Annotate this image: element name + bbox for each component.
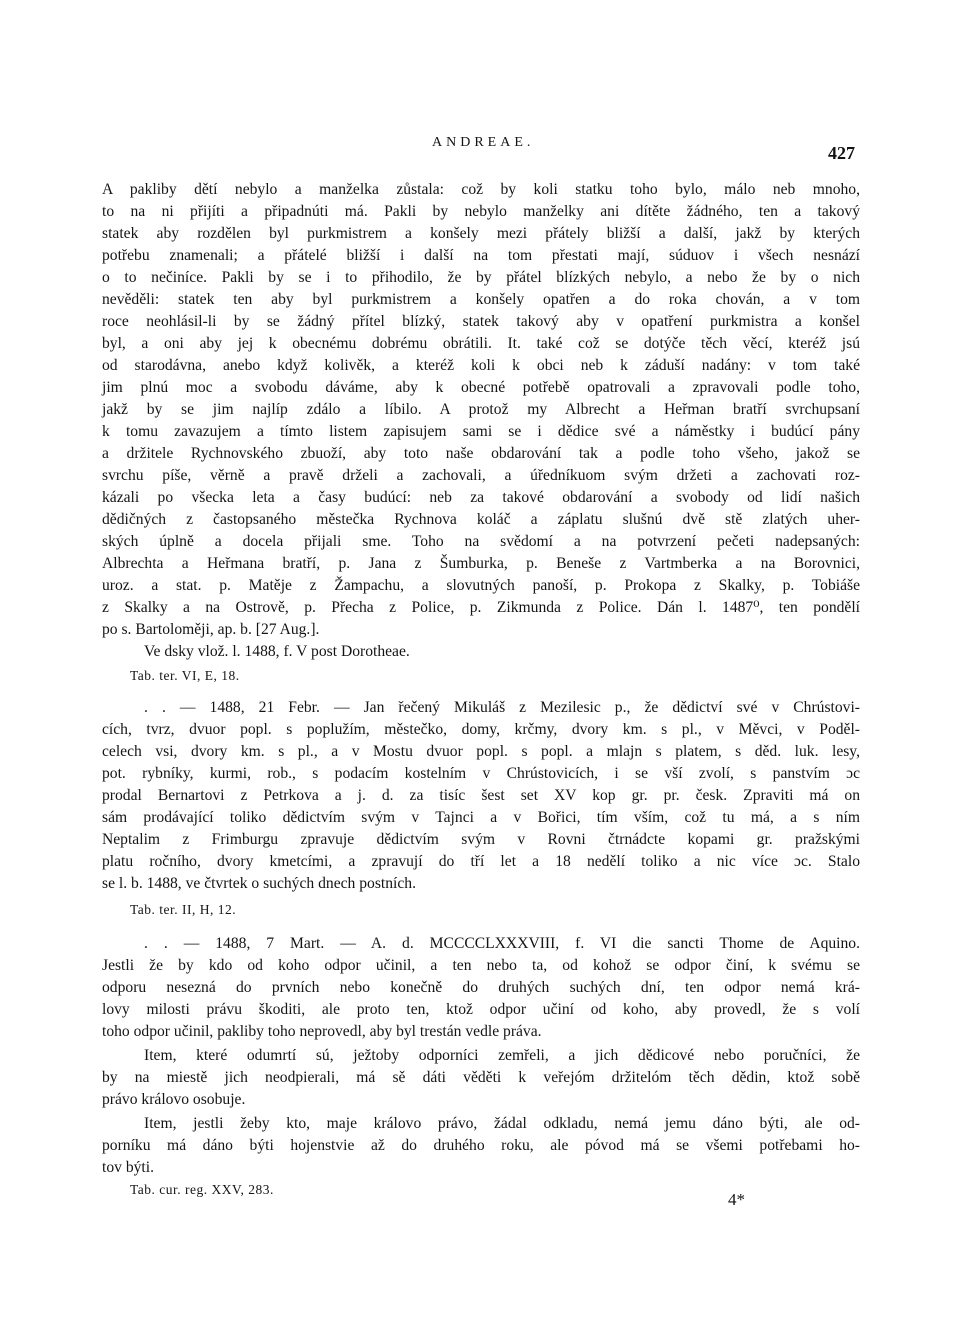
text-line: Albrechta a Heřmana bratří, p. Jana z Šumburka, p. Beneše z Vartmberka a na Borovnici,	[102, 555, 860, 572]
text-line: po s. Bartoloměji, ap. b. [27 Aug.].	[102, 621, 320, 638]
text-line: celech vsi, dvory km. s pl., a v Mostu dvuor popl. s popl. a mlajn s platem, s děd. luk. lesy,	[102, 743, 860, 760]
text-line: toho odpor učinil, pakliby toho neprovedl, aby byl trestán vedle práva.	[102, 1023, 542, 1040]
text-line: o to nečiníce. Pakli by se i to přihodilo, že by přátel blízkých nebylo, a nebo že by o nich	[102, 269, 860, 286]
text-line: ských úplně a docela přijali sme. Toho na svědomí a na potvrzení pečeti nadepsaných:	[102, 533, 860, 550]
source-citation: Tab. ter. II, H, 12.	[130, 902, 237, 917]
text-line: Jestli že by kdo od koho odpor učinil, a ten nebo ta, od kohož se odpor činí, k svému se	[102, 957, 860, 974]
text-line: k tomu zavazujem a tímto listem zapisujem sami se i dědice své a náměstky i budúcí pány	[102, 423, 860, 440]
text-line: Item, které odumrtí sú, ježtoby odporníci zemřeli, a jich dědicové nebo poručníci, že	[144, 1047, 860, 1064]
text-line: nevěděli: statek ten aby byl purkmistrem a konšely opatřen a do roka chován, a v tom	[102, 291, 860, 308]
text-line: potřebu znamenali; a přátelé bližší i další na tom přestati mají, súduov i všech nesnází	[102, 247, 860, 264]
page-number: 427	[828, 143, 855, 163]
text-line: uroz. a stat. p. Matěje z Žampachu, a slovutných panoší, p. Prokopa z Skalky, p. Tobiáše	[102, 577, 860, 594]
text-line: platu ročního, dvory kmetcími, a zpravují do tří let a 18 nedělí toliko a nic více ɔc. Stalo	[102, 853, 860, 870]
text-line: a držitele Rychnovského zbuoží, aby toto naše obdarování tak a podle toho všeho, jakož se	[102, 445, 860, 462]
text-line: právo královo osobuje.	[102, 1091, 246, 1108]
text-line: by na miestě jich neodpierali, má sě dáti věděti k veřejóm držitelóm těch dědin, ktož sobě	[102, 1069, 860, 1086]
text-line: prodal Bernartovi z Petrkova a j. d. za tisíc šest set XV kop gr. pr. česk. Zpraviti má on	[102, 787, 860, 804]
text-line: Item, jestli žeby kto, maje královo právo, žádal odkladu, nemá jemu dáno býti, ale od-	[144, 1115, 860, 1132]
text-line: svrchu píše, věrně a pravě drželi a zachovali, a úředníkuom svým držeti a zachovati roz-	[102, 467, 860, 484]
text-line: se l. b. 1488, ve čtvrtek o suchých dnech postních.	[102, 875, 416, 892]
page-header	[0, 133, 960, 163]
source-citation: Tab. cur. reg. XXV, 283.	[130, 1182, 274, 1197]
signature-mark: 4*	[728, 1190, 745, 1209]
text-line: pot. rybníky, kurmi, rob., s podacím kostelním v Chrústovicích, i se vší zvolí, s panstvím ɔc	[102, 765, 860, 782]
text-line: lovy milosti právu škoditi, ale proto ten, ktož odpor učiní od koho, aby provedl, že s volí	[102, 1001, 860, 1018]
text-line: kázali po všecka leta a časy budúcí: neb za takové obdarování a svobody od lidí našich	[102, 489, 860, 506]
source-citation: Tab. ter. VI, E, 18.	[130, 668, 240, 683]
entry-heading-line: . . — 1488, 7 Mart. — A. d. MCCCCLXXXVIII, f. VI die sancti Thome de Aquino.	[144, 935, 860, 952]
text-line: byl, a oni aby jej k obecnému dobrému obrátili. It. také což se dotýče těch věcí, kteréž jsú	[102, 335, 860, 352]
text-line: odporu nesezná do prvních nebo konečně do druhých suchých dní, ten odpor nemá krá-	[102, 979, 860, 996]
text-line: jakž by se jim najlíp zdálo a líbilo. A protož my Albrecht a Heřman bratří svrchupsaní	[102, 401, 860, 418]
running-title: ANDREAE.	[432, 135, 535, 150]
text-line: roce neohlásil-li by se žádný přítel blízký, statek takový aby v opatření purkmistra a konšel	[102, 313, 860, 330]
text-line: tov býti.	[102, 1159, 154, 1176]
entry-heading-line: . . — 1488, 21 Febr. — Jan řečený Mikuláš z Mezilesic p., že dědictví své v Chrústovi-	[144, 699, 860, 716]
text-line: to na ni přijíti a připadnúti má. Pakli by nebylo manželky ani dítěte žádného, ten a takový	[102, 203, 860, 220]
text-line: sám prodávající toliko dědictvím svým v Tajnci a v Bořici, tím vším, což tu má, a s ním	[102, 809, 860, 826]
text-line: Neptalim z Frimburgu zpravuje dědictvím svým v Rovni čtrnádcte kopami gr. pražskými	[102, 831, 860, 848]
text-line: A pakliby dětí nebylo a manželka zůstala: což by koli statku toho bylo, málo neb mnoho,	[102, 181, 860, 198]
text-line: z Skalky a na Ostrově, p. Přecha z Police, p. Zikmunda z Police. Dán l. 1487⁰, ten pondělí	[102, 599, 860, 616]
text-line: porníku má dáno býti hojenstvie až do druhého roku, ale póvod má se všemi potřebami ho-	[102, 1137, 860, 1154]
deed-record-note: Ve dsky vlož. l. 1488, f. V post Dorotheae.	[144, 643, 410, 660]
text-line: cích, tvrz, dvuor popl. s poplužím, městečko, domy, krčmy, dvory km. s pl., v Měvci, v Poděl-	[102, 721, 860, 738]
text-line: jim plnú moc a svobodu dáváme, aby k obecné potřebě opatrovali a zpravovali podle toho,	[102, 379, 860, 396]
text-line: od starodávna, anebo když kolivěk, a kteréž koli k obci neb k záduší nadány: v tom také	[102, 357, 860, 374]
text-line: statek aby rozdělen byl purkmistrem a konšely mezi přátely bližší a další, jakž by kterých	[102, 225, 860, 242]
text-line: dědičných z častopsaného městečka Rychnova koláč a záplatu slušnú dvě stě zlatých uher-	[102, 511, 860, 528]
